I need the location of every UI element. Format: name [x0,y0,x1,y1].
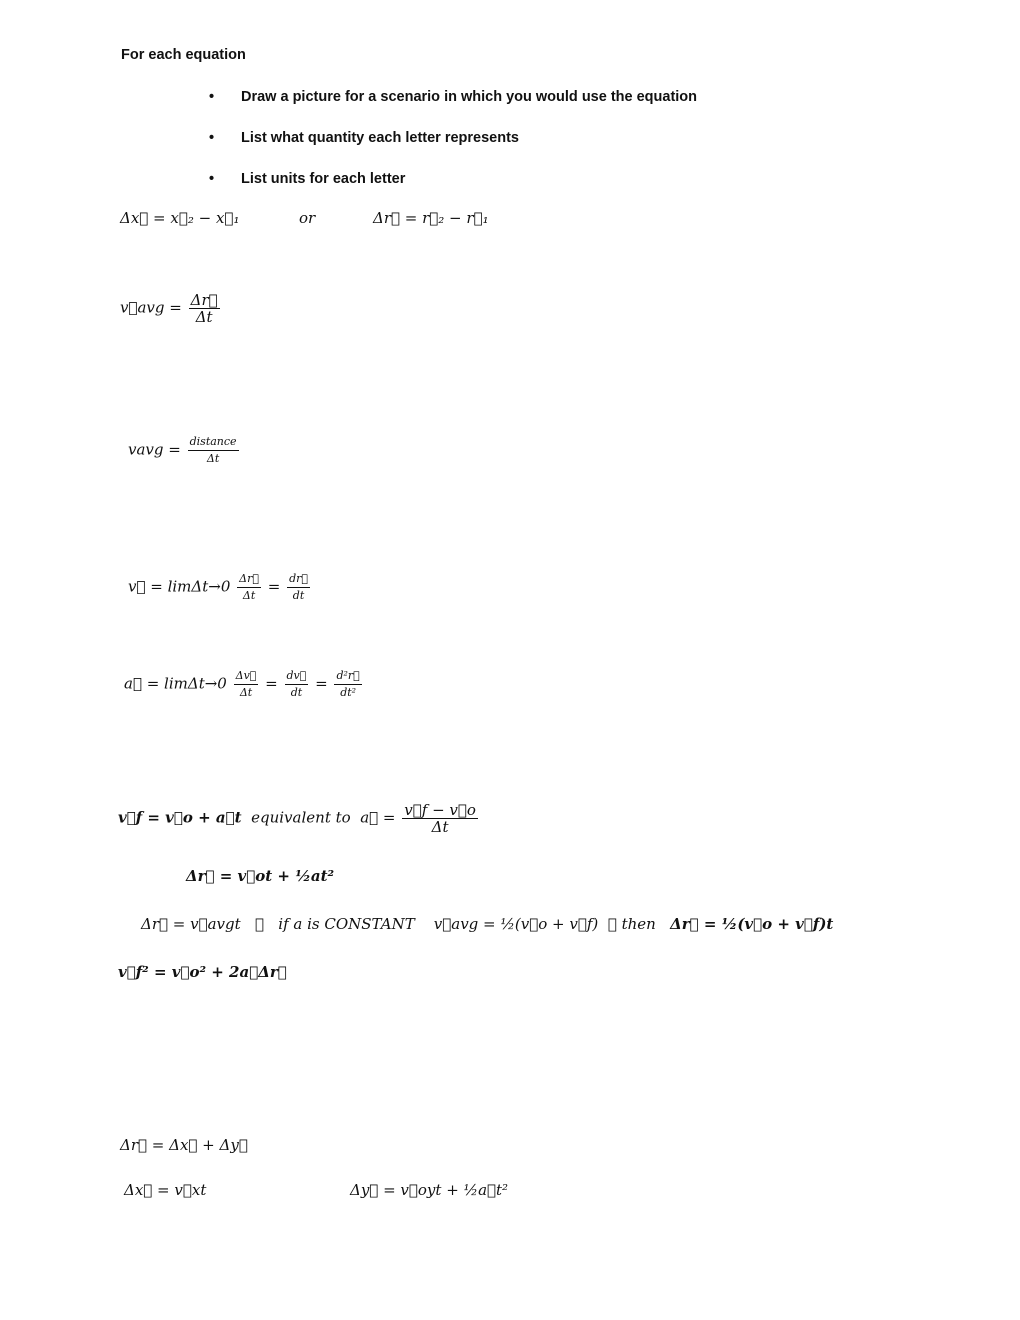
fraction [402,802,478,835]
numerator: distance [188,434,239,451]
numerator: v⃗f − v⃗o [404,801,476,819]
equation-displacement-x: Δx⃗ = x⃗₂ − x⃗₁ [120,209,240,227]
equation-lhs: a⃗ = limΔt→0 [124,674,227,693]
equation-projectile-vector: Δr⃗ = Δx⃗ + Δy⃗ [120,1136,248,1154]
equation-instantaneous-velocity: v⃗ = limΔt→0 $\frac{\Delta r⃗}{\Delta t}$ = $\frac{dr⃗}{dt}$ [128,572,308,602]
condition-label: if a is CONSTANT [278,915,415,933]
denominator: Δt [431,818,449,836]
fraction [334,668,361,701]
equation-lhs: vavg = [128,440,181,459]
equation-acceleration: a⃗ = limΔt→0 $\frac{\Delta v⃗}{\Delta t}$ = $\frac{dv⃗}{dt}$ = $\frac{\text{d²r⃗}}{\text{dt²}}$ [124,669,360,699]
denominator: Δt [206,452,220,465]
equivalent-label: equivalent to [251,808,351,827]
equation-part: Δr⃗ = v⃗avgt [141,915,241,933]
numerator: d²r⃗ [334,668,361,685]
equation-lhs: v⃗f = v⃗o + a⃗t [118,808,242,827]
denominator: Δt [195,308,213,326]
fraction [234,668,259,701]
equation-projectile-x: Δx⃗ = v⃗xt [124,1181,207,1199]
fraction [237,571,261,604]
equation-kinematic-2: Δr⃗ = v⃗ot + ½at² [186,867,335,885]
equation-kinematic-1 [118,802,480,835]
equation-part: v⃗avg = ½(v⃗o + v⃗f) [433,915,599,933]
then-label: ⁝ then [607,915,656,933]
equation-projectile-y: Δy⃗ = v⃗oyt + ½a⃗t² [350,1181,509,1199]
denominator: Δt [239,686,253,699]
equation-kinematic-3 [141,914,833,934]
numerator: Δr⃗ [190,291,218,309]
worksheet-page: For each equation • Draw a picture for a scenario in which you would use the equation • List what quantity each letter represents • List units for each letter Δx⃗ = x⃗₂ − x⃗₁ or Δr⃗ = r⃗₂ − r⃗₁ v⃗avg = $\frac{\Delta r⃗}{\Delta t}$ vavg = distance Δt v⃗ = limΔt→0 $\frac{\Delta r⃗}{\Delta t}$ = $\frac{dr⃗}{dt}$ a⃗ = limΔt→0 $\frac{\Delta v⃗}{\Delta t}$ = $\frac{dv⃗}{dt}$ = $\frac{\text{d²r⃗}}{\text{dt²}}$ v⃗f = v⃗o + a⃗t equivalent to a⃗ = $\frac{v⃗f - v⃗o}{\Delta t}$ Δr⃗ = v⃗ot + ½at² Δr⃗ = v⃗avgt ⁝ if a is CONSTANT v⃗avg = ½(v⃗o + v⃗f) ⁝ then Δr⃗ = ½(v⃗o + v⃗f)t v⃗f² = v⃗o² + 2a⃗Δr⃗ Δr⃗ = Δx⃗ + Δy⃗ Δx⃗ = v⃗xt Δy⃗ = v⃗oyt + ½a⃗t² [118,47,834,1199]
or-label: or [299,209,316,227]
bullet-icon: • [209,130,215,146]
equation-kinematic-4: v⃗f² = v⃗o² + 2a⃗Δr⃗ [118,963,287,981]
fraction [189,292,220,325]
equation-lhs: v⃗avg = [120,298,182,317]
denominator: dt [290,686,303,699]
fraction [287,571,310,604]
numerator: dv⃗ [285,668,309,685]
bullet-icon: • [209,89,215,105]
equation-average-velocity [120,292,222,325]
fraction [188,434,239,467]
fraction [285,668,309,701]
denominator: dt² [340,686,357,699]
bullet-icon: • [209,171,215,187]
equation-lhs: v⃗ = limΔt→0 [128,577,231,596]
denominator: dt [292,589,305,602]
numerator: Δr⃗ [237,571,261,588]
equation-part: Δr⃗ = ½(v⃗o + v⃗f)t [670,915,834,933]
instructions-heading: For each equation [121,47,246,63]
numerator: Δv⃗ [234,668,259,685]
denominator: Δt [242,589,256,602]
equation-average-speed [128,434,241,467]
numerator: dr⃗ [287,571,310,588]
equation-rhs-lhs: a⃗ = [360,808,396,827]
separator: ⁝ [254,915,264,933]
equation-displacement-r: Δr⃗ = r⃗₂ − r⃗₁ [373,209,489,227]
